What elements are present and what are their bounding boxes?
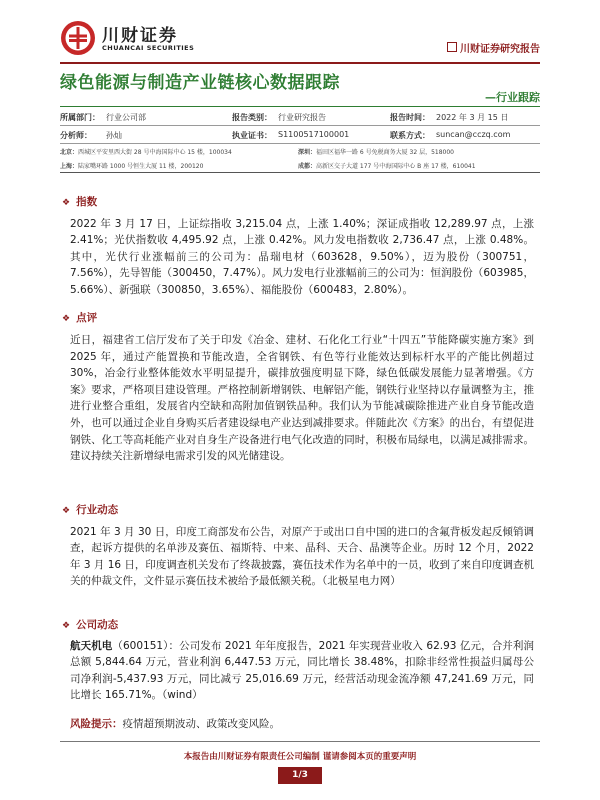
report-series: [447, 40, 540, 55]
info-row-1: [60, 108, 540, 126]
header-divider: [60, 62, 540, 64]
report-title: 绿色能源与制造产业链核心数据跟踪: [60, 73, 340, 93]
type-value: 行业研究报告: [278, 113, 326, 122]
date-label: 报告时间：: [390, 113, 430, 122]
addr-sz: 福田区福华一路 6 号免税商务大厦 32 层，518000: [316, 149, 454, 156]
company-name: 川财证券: [102, 26, 178, 46]
diamond-bullet-icon: ❖: [62, 314, 71, 324]
section-heading-company-label: 公司动态: [76, 619, 119, 631]
diamond-bullet-icon: ❖: [62, 506, 71, 516]
section-heading-company: [62, 617, 118, 632]
footer-divider: [60, 741, 540, 742]
industry-paragraph: 2021 年 3 月 30 日，印度工商部发布公告，对原产于或出口自中国的进口的含氟背板发起反倾销调查，起诉方提供的名单涉及赛伍、福斯特、中来、晶科、天合、晶澳等企业。历时 12 个月，2022 年 3 月 16 日，印度调查机关发布了终裁披露，赛伍技术作为名单中的一员，收到了来自印度调查机关的仲裁文件，文件显示赛伍技术被给予最低额关税。（北极星电力网）: [70, 526, 534, 588]
contact-email[interactable]: suncan@cczq.com: [436, 130, 511, 139]
risk-warning: [70, 716, 280, 731]
company-name-en: CHUANCAI SECURITIES: [102, 44, 195, 52]
title-divider: [60, 106, 540, 107]
addr-bj: 西城区平安里西大街 28 号中海国际中心 15 楼，100034: [78, 149, 232, 156]
company-body: （600151）：公司发布 2021 年年度报告，2021 年实现营业收入 62.93 亿元，合并利润总额 5,844.64 万元，营业利润 6,447.53 万元，同比增长 38.48%，扣除非经常性损益归属母公司净利润-5,437.93 万元，同比减亏 25,016.69 万元，经营活动现金流净额 47,241.69 万元，同比增长 165.71%。（wind）: [70, 640, 534, 702]
section-heading-index-label: 指数: [76, 196, 98, 208]
report-series-label: 川财证券研究报告: [460, 44, 540, 55]
address-row-1: [60, 144, 540, 158]
risk-label: 风险提示：: [70, 718, 123, 730]
addr-sz-label: 深圳：: [298, 149, 317, 156]
section-heading-industry: [62, 502, 118, 517]
analyst-value: 孙灿: [106, 131, 122, 140]
chuancai-logo-icon: [60, 20, 96, 56]
section-heading-comment-label: 点评: [76, 312, 98, 324]
addr-cd-label: 成都：: [298, 163, 317, 170]
square-icon: [447, 42, 457, 52]
license-value: S1100517100001: [278, 130, 350, 139]
diamond-bullet-icon: ❖: [62, 621, 71, 631]
comment-paragraph: 近日，福建省工信厅发布了关于印发《冶金、建材、石化化工行业“十四五”节能降碳实施方案》到 2025 年，通过产能置换和节能改造，全省钢铁、有色等行业能效达到标杆水平的产能比例超过 30%，冶金行业整体能效水平明显提升，碳排放强度明显下降，绿色低碳发展能力显著增强。《方案》要求，严格项目建设管理。严格控制新增钢铁、电解铝产能，钢铁行业坚持以存量调整为主，推进行业整合重组，发展省内空缺和高附加值钢铁品种。我们认为节能减碳除推进产业自身节能改造外，也可以通过企业自身购买后者建设绿电产业达到减排要求。伴随此次《方案》的出台，有望促进钢铁、化工等高耗能产业对自身生产设备进行电气化改造的同时，积极布局绿电，以满足减排需求。建议持续关注新增绿电需求引发的风光储建设。: [70, 334, 534, 463]
footer-disclaimer: 本报告由川财证券有限责任公司编制 谨请参阅本页的重要声明: [183, 752, 417, 762]
addr-bj-label: 北京：: [60, 149, 79, 156]
addr-sh: 陆家嘴环路 1000 号恒生大厦 11 楼，200120: [78, 163, 204, 170]
section-heading-comment: [62, 310, 97, 325]
section-heading-index: [62, 194, 97, 209]
addr-cd: 高新区交子大道 177 号中海国际中心 B 座 17 楼，610041: [316, 163, 476, 170]
page-number: 1/3: [278, 767, 322, 784]
info-row-2: [60, 126, 540, 144]
dept-label: 所属部门：: [60, 113, 100, 122]
section-heading-industry-label: 行业动态: [76, 504, 119, 516]
contact-label: 联系方式：: [390, 131, 430, 140]
dept-value: 行业公司部: [106, 113, 146, 122]
report-header: [60, 18, 540, 60]
report-info: [60, 108, 540, 172]
company-name-bold: 航天机电: [70, 640, 113, 652]
company-paragraph: [70, 638, 534, 704]
index-paragraph: 2022 年 3 月 17 日，上证综指收 3,215.04 点，上涨 1.40%；深证成指收 12,289.97 点，上涨 2.41%；光伏指数收 4,495.92 点，上涨 0.42%。风力发电指数收 2,736.47 点，上涨 0.48%。其中，光伏行业涨幅前三的公司为：晶瑞电材（603628，9.50%），迈为股份（300751，7.56%），先导智能（300450，7.47%）。风力发电行业涨幅前三的公司为：恒润股份（603985，5.66%）、新强联（300850，3.65%）、福能股份（600483，2.80%）。: [70, 218, 534, 296]
diamond-bullet-icon: ❖: [62, 198, 71, 208]
info-divider: [60, 172, 540, 173]
license-label: 执业证书：: [232, 131, 272, 140]
date-value: 2022 年 3 月 15 日: [436, 113, 509, 122]
report-subtitle: —行业跟踪: [485, 91, 540, 104]
analyst-label: 分析师：: [60, 131, 92, 140]
addr-sh-label: 上海：: [60, 163, 79, 170]
risk-text: 疫情超预期波动、政策改变风险。: [122, 718, 280, 730]
address-row-2: [60, 158, 540, 172]
type-label: 报告类别：: [232, 113, 272, 122]
